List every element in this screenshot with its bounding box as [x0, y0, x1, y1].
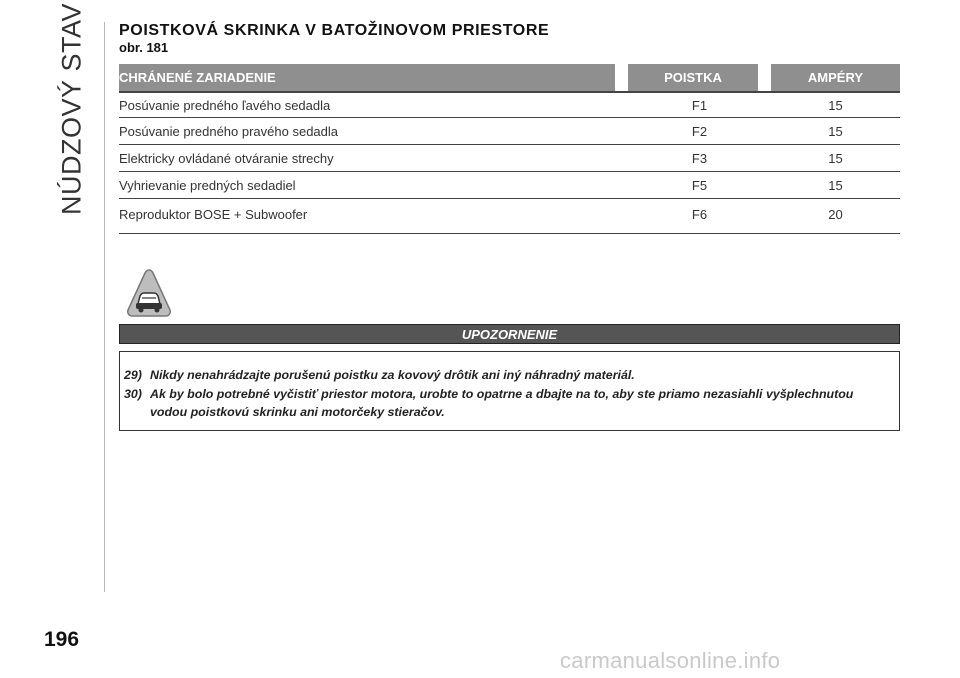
fuse-table	[119, 64, 900, 234]
fuse-cell: F5	[691, 177, 708, 193]
chapter-title-text: NÚDZOVÝ STAV	[56, 2, 87, 216]
header-amperes: AMPÉRY	[771, 64, 900, 91]
table-row	[119, 145, 900, 172]
fuse-cell: F1	[691, 97, 708, 113]
device-cell: Posúvanie predného ľavého sedadla	[119, 97, 331, 113]
amperes-cell: 20	[828, 207, 843, 222]
chapter-title	[42, 2, 102, 216]
amperes-cell: 15	[828, 150, 843, 166]
table-row	[119, 199, 900, 234]
note-number: 29)	[124, 368, 142, 382]
amperes-cell: 15	[828, 123, 843, 139]
note-number: 30)	[124, 387, 142, 401]
notice-heading: UPOZORNENIE	[119, 324, 900, 344]
fuse-cell: F6	[691, 207, 708, 222]
table-row	[119, 118, 900, 145]
note-text: Ak by bolo potrebné vyčistiť priestor motora, urobte to opatrne a dbajte na to, aby ste priamo nezasiahli vyšplechnutou vodou poistkovú skrinku ani motorčeky stieračov.	[150, 387, 854, 419]
table-row	[119, 172, 900, 199]
list-item	[124, 385, 891, 421]
header-device: CHRÁNENÉ ZARIADENIE	[119, 64, 615, 91]
amperes-cell: 15	[828, 177, 843, 193]
list-item	[124, 366, 891, 384]
watermark: carmanualsonline.info	[560, 648, 781, 673]
header-fuse: POISTKA	[628, 64, 758, 91]
figure-reference: obr. 181	[119, 40, 169, 55]
device-cell: Elektricky ovládané otváranie strechy	[119, 150, 334, 166]
device-cell: Posúvanie predného pravého sedadla	[119, 123, 339, 139]
fuse-cell: F3	[691, 150, 708, 166]
device-cell: Vyhrievanie predných sedadiel	[119, 177, 296, 193]
notice-box	[119, 351, 900, 431]
note-text: Nikdy nenahrádzajte porušenú poistku za kovový drôtik ani iný náhradný materiál.	[150, 368, 635, 382]
table-row	[119, 91, 900, 118]
amperes-cell: 15	[828, 97, 843, 113]
page-number: 196	[44, 628, 80, 651]
sidebar-divider	[104, 22, 105, 592]
warning-car-icon	[126, 268, 172, 318]
section-title: POISTKOVÁ SKRINKA V BATOŽINOVOM PRIESTORE	[119, 22, 550, 39]
device-cell: Reproduktor BOSE + Subwoofer	[119, 207, 308, 222]
fuse-cell: F2	[691, 123, 708, 139]
table-header	[119, 64, 900, 91]
